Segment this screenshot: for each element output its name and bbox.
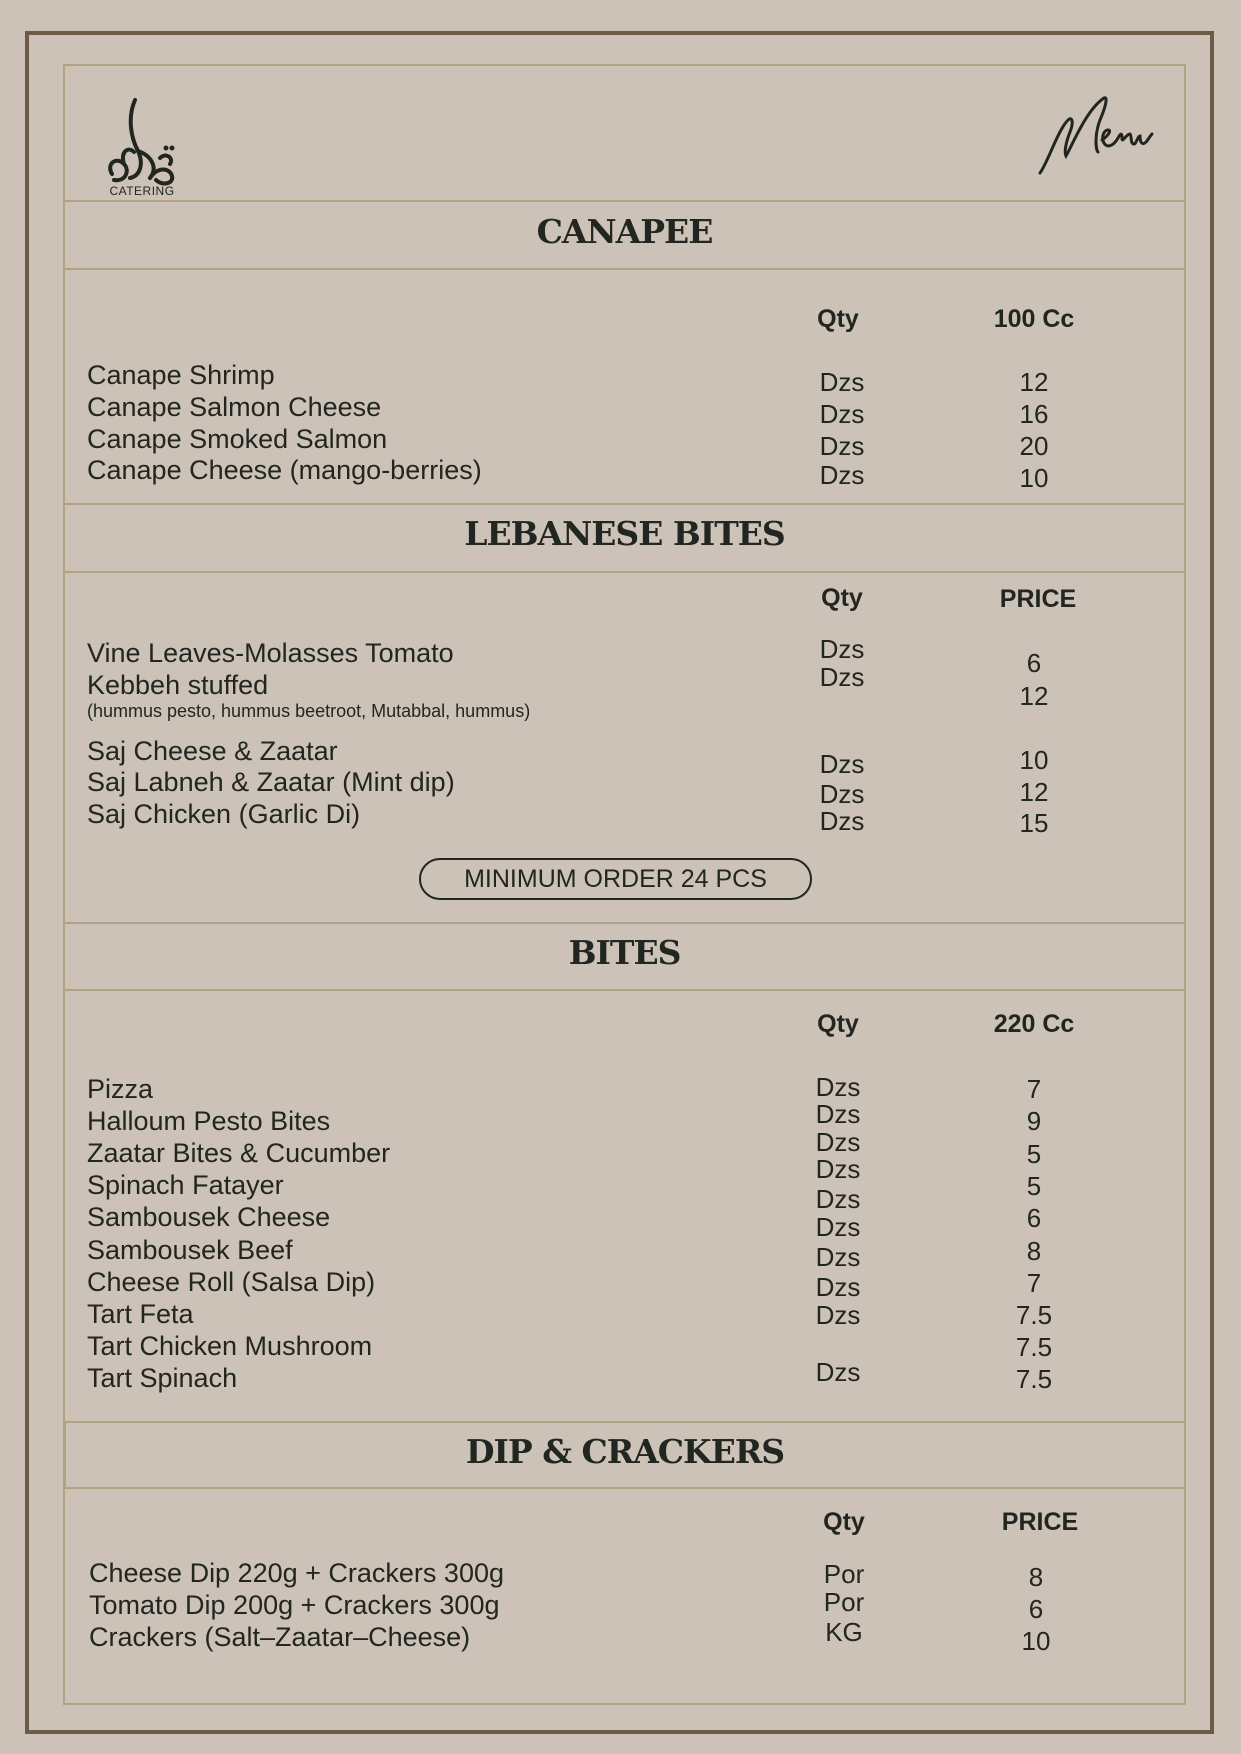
- price-header: 220 Cc: [993, 1010, 1075, 1038]
- menu-item-name: Tart Spinach: [87, 1363, 238, 1393]
- menu-item-price: 8: [1028, 1562, 1044, 1592]
- menu-item-name: Vine Leaves-Molasses Tomato: [87, 638, 454, 668]
- divider: [63, 268, 1186, 270]
- menu-item-name: Saj Labneh & Zaatar (Mint dip): [87, 767, 455, 797]
- menu-item-name: Tart Feta: [87, 1299, 194, 1329]
- menu-item-price: 6: [1026, 1203, 1042, 1233]
- menu-item-qty: Dzs: [819, 367, 865, 397]
- menu-item-price: 10: [1021, 1626, 1051, 1656]
- menu-item-name: Canape Salmon Cheese: [87, 392, 382, 422]
- menu-item-price: 6: [1026, 648, 1042, 678]
- section-title-lebanese-bites: LEBANESE BITES: [464, 514, 785, 553]
- menu-item-name: Canape Cheese (mango-berries): [87, 455, 482, 485]
- menu-item-qty: Dzs: [815, 1127, 861, 1157]
- logo-caption: CATERING: [109, 184, 175, 198]
- menu-item-name: Cheese Roll (Salsa Dip): [87, 1267, 376, 1297]
- qty-header: Qty: [817, 305, 859, 333]
- menu-script-heading: [1038, 90, 1158, 185]
- menu-item-name: Cheese Dip 220g + Crackers 300g: [89, 1558, 504, 1588]
- menu-item-qty: Dzs: [819, 779, 865, 809]
- menu-item-price: 12: [1019, 367, 1049, 397]
- menu-item-qty: KG: [825, 1617, 863, 1647]
- minimum-order-badge: MINIMUM ORDER 24 PCS: [419, 858, 812, 900]
- menu-item-note: (hummus pesto, hummus beetroot, Mutabbal, hummus): [87, 701, 531, 721]
- menu-item-price: 15: [1019, 808, 1049, 838]
- price-header: PRICE: [999, 585, 1077, 613]
- menu-item-name: Sambousek Cheese: [87, 1202, 331, 1232]
- menu-item-qty: Dzs: [819, 399, 865, 429]
- menu-item-qty: Dzs: [815, 1272, 861, 1302]
- menu-item-name: Crackers (Salt–Zaatar–Cheese): [89, 1622, 471, 1652]
- menu-item-qty: Dzs: [815, 1300, 861, 1330]
- menu-item-name: Canape Shrimp: [87, 360, 275, 390]
- menu-item-price: 9: [1026, 1106, 1042, 1136]
- menu-item-qty: Dzs: [815, 1242, 861, 1272]
- menu-item-price: 5: [1026, 1139, 1042, 1169]
- qty-header: Qty: [817, 1010, 859, 1038]
- menu-item-qty: Dzs: [815, 1212, 861, 1242]
- menu-item-price: 20: [1019, 431, 1049, 461]
- divider: [63, 922, 1186, 924]
- menu-item-qty: Dzs: [815, 1099, 861, 1129]
- menu-item-qty: Dzs: [819, 749, 865, 779]
- divider: [63, 503, 1186, 505]
- divider: [63, 571, 1186, 573]
- section-title-canapee: CANAPEE: [536, 212, 713, 251]
- menu-item-price: 10: [1019, 745, 1049, 775]
- menu-item-price: 16: [1019, 399, 1049, 429]
- menu-item-name: Kebbeh stuffed: [87, 670, 269, 700]
- section-title-bites: BITES: [568, 933, 681, 972]
- menu-item-price: 8: [1026, 1236, 1042, 1266]
- menu-item-name: Sambousek Beef: [87, 1235, 293, 1265]
- divider: [63, 989, 1186, 991]
- menu-item-name: Pizza: [87, 1074, 154, 1104]
- menu-item-name: Saj Cheese & Zaatar: [87, 736, 338, 766]
- menu-item-qty: Dzs: [819, 460, 865, 490]
- menu-item-qty: Dzs: [819, 634, 865, 664]
- menu-item-qty: Por: [823, 1559, 865, 1589]
- menu-item-name: Halloum Pesto Bites: [87, 1106, 331, 1136]
- menu-item-price: 7: [1026, 1268, 1042, 1298]
- menu-item-qty: Dzs: [819, 806, 865, 836]
- price-header: PRICE: [1001, 1508, 1079, 1536]
- menu-item-qty: Dzs: [819, 431, 865, 461]
- catering-logo-icon: [100, 96, 190, 198]
- qty-header: Qty: [821, 584, 863, 612]
- menu-item-qty: Por: [823, 1587, 865, 1617]
- menu-item-qty: Dzs: [815, 1357, 861, 1387]
- menu-item-price: 10: [1019, 463, 1049, 493]
- menu-item-name: Zaatar Bites & Cucumber: [87, 1138, 391, 1168]
- menu-item-price: 5: [1026, 1171, 1042, 1201]
- menu-item-price: 7.5: [1015, 1300, 1053, 1330]
- menu-item-name: Spinach Fatayer: [87, 1170, 284, 1200]
- menu-item-price: 7.5: [1015, 1364, 1053, 1394]
- menu-item-price: 12: [1019, 777, 1049, 807]
- menu-item-price: 6: [1028, 1594, 1044, 1624]
- menu-item-qty: Dzs: [815, 1154, 861, 1184]
- menu-item-price: 7: [1026, 1074, 1042, 1104]
- qty-header: Qty: [823, 1508, 865, 1536]
- menu-item-name: Saj Chicken (Garlic Di): [87, 799, 361, 829]
- menu-item-qty: Dzs: [819, 662, 865, 692]
- menu-item-qty: Dzs: [815, 1072, 861, 1102]
- menu-item-name: Canape Smoked Salmon: [87, 424, 388, 454]
- menu-item-price: 7.5: [1015, 1332, 1053, 1362]
- menu-item-name: Tart Chicken Mushroom: [87, 1331, 373, 1361]
- menu-item-name: Tomato Dip 200g + Crackers 300g: [89, 1590, 500, 1620]
- divider: [63, 200, 1186, 202]
- section-title-dip-crackers: DIP & CRACKERS: [465, 1432, 785, 1471]
- price-header: 100 Cc: [993, 305, 1075, 333]
- menu-item-qty: Dzs: [815, 1184, 861, 1214]
- menu-item-price: 12: [1019, 681, 1049, 711]
